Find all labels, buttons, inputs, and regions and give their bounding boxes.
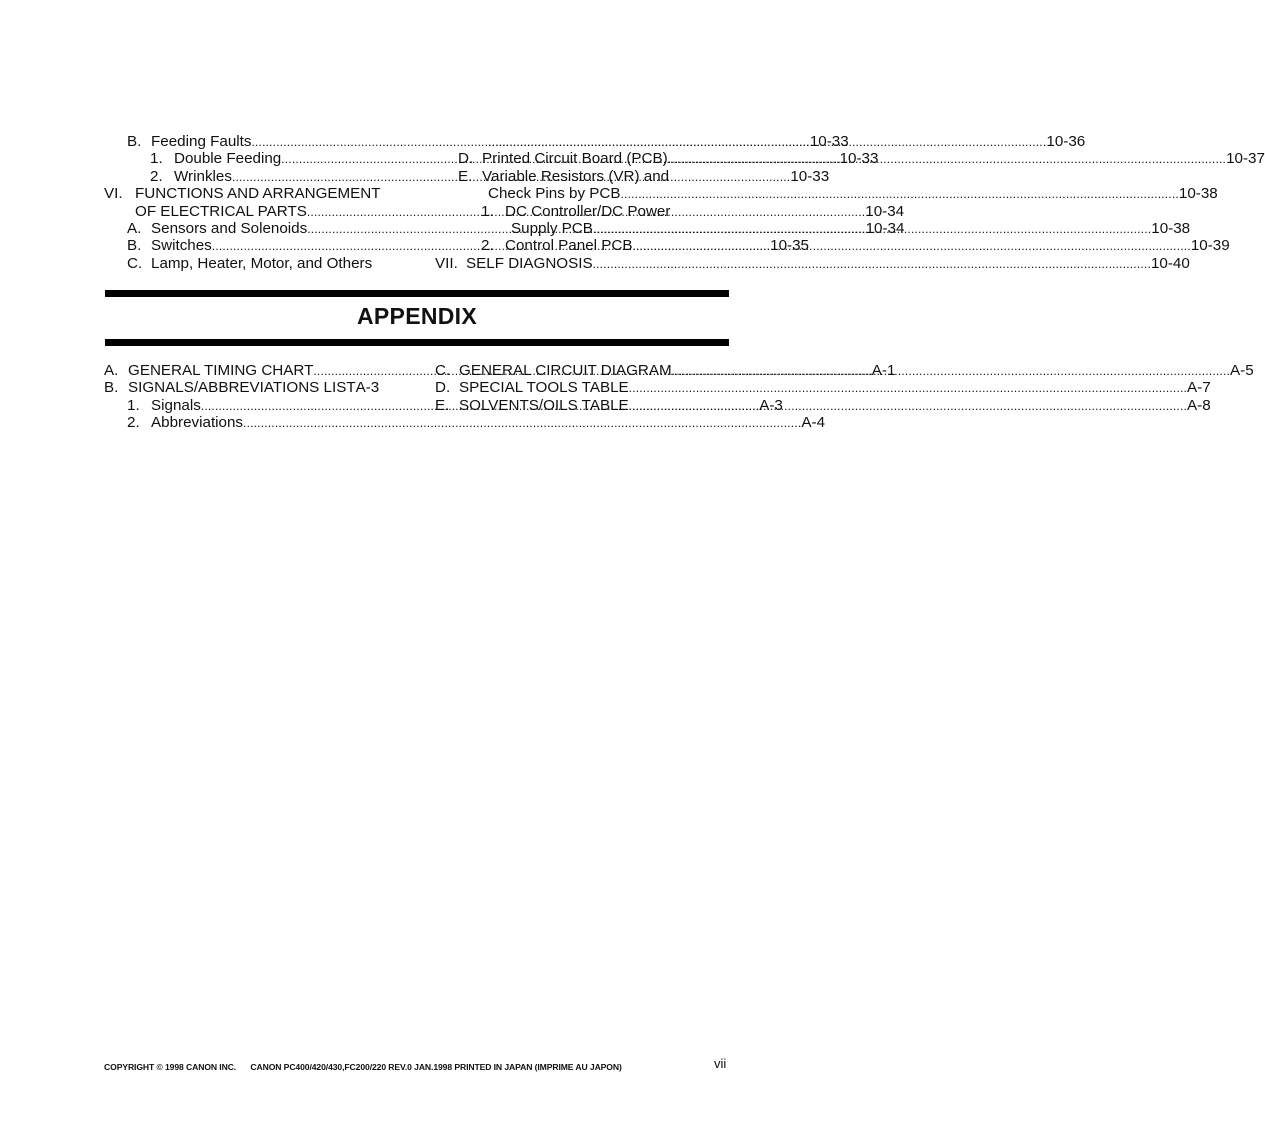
page-footer	[104, 1062, 622, 1072]
toc-entry-number: C.	[435, 362, 451, 379]
dot-leader	[629, 379, 1187, 396]
toc-entry-number: E.	[458, 167, 473, 185]
footer-copyright: COPYRIGHT © 1998 CANON INC.	[104, 1062, 237, 1072]
toc-entry-page: 10-39	[1190, 237, 1230, 255]
toc-entry-number: A.	[104, 362, 119, 379]
toc-entry-page: A-1	[871, 362, 896, 379]
toc-entry-title: Control Panel PCB	[505, 237, 633, 255]
toc-entry-number: 1.	[127, 396, 140, 414]
toc-entry-number: D.	[435, 379, 451, 397]
footer-document-info: CANON PC400/420/430,FC200/220 REV.0 JAN.1998 PRINTED IN JAPAN (IMPRIME AU JAPON)	[250, 1062, 622, 1072]
toc-entry-title: GENERAL CIRCUIT DIAGRAM	[459, 362, 672, 379]
toc-entry-title: Check Pins by PCB	[488, 185, 621, 203]
toc-entry-page: 10-33	[790, 167, 830, 185]
page-number: vii	[714, 1056, 727, 1071]
toc-entry[interactable]	[435, 203, 727, 220]
toc-entry-page: A-7	[1187, 379, 1211, 397]
heading-rule-bottom	[105, 339, 729, 346]
dot-leader	[629, 397, 1187, 414]
toc-entry[interactable]	[104, 255, 395, 272]
toc-entry-page: 10-38	[1178, 185, 1218, 203]
toc-entry-title: SOLVENTS/OILS TABLE	[459, 396, 629, 414]
toc-entry-page: 10-33	[809, 133, 849, 150]
toc-chapter-entry[interactable]	[104, 185, 395, 202]
toc-entry-title: Lamp, Heater, Motor, and Others	[151, 254, 373, 272]
toc-entry-title: Printed Circuit Board (PCB)	[482, 150, 668, 168]
toc-entry-continued[interactable]	[435, 185, 1218, 203]
toc-entry[interactable]	[104, 379, 395, 396]
dot-leader	[672, 362, 1230, 379]
toc-entry-number: E.	[435, 396, 450, 414]
toc-entry-number: 2.	[150, 167, 163, 185]
toc-entry[interactable]	[104, 414, 826, 432]
toc-entry-title: GENERAL TIMING CHART	[128, 362, 314, 379]
toc-entry-number: B.	[127, 237, 142, 255]
toc-entry-title: SIGNALS/ABBREVIATIONS LIST	[128, 379, 356, 397]
toc-entry-number: C.	[127, 254, 143, 272]
toc-entry-number: 1.	[481, 202, 494, 220]
toc-entry-number: D.	[458, 150, 474, 168]
dot-leader	[593, 255, 1151, 272]
toc-entry-page: 10-34	[865, 219, 905, 237]
toc-entry-page: 10-40	[1150, 254, 1190, 272]
toc-entry-title: Double Feeding	[174, 150, 282, 168]
toc-entry[interactable]	[435, 379, 1211, 397]
toc-entry-page: 10-35	[770, 237, 810, 255]
toc-entry-title: Feeding Faults	[151, 133, 252, 150]
toc-entry-title: SPECIAL TOOLS TABLE	[459, 379, 629, 397]
toc-entry[interactable]	[104, 133, 849, 150]
toc-entry-title: SELF DIAGNOSIS	[466, 254, 593, 272]
toc-entry-title: Signals	[151, 396, 201, 414]
toc-entry-title: Switches	[151, 237, 212, 255]
heading-rule-top	[105, 290, 729, 297]
toc-entry-number: B.	[104, 379, 119, 397]
toc-entry-title: Supply PCB	[511, 219, 593, 237]
dot-leader	[621, 185, 1179, 202]
dot-leader	[593, 220, 1151, 237]
toc-entry-page: 10-38	[1151, 219, 1191, 237]
toc-entry-title: OF ELECTRICAL PARTS	[135, 202, 307, 220]
toc-chapter-entry[interactable]	[435, 254, 1190, 272]
toc-entry-page: 10-36	[1046, 133, 1086, 150]
toc-entry-title: DC Controller/DC Power	[505, 202, 671, 220]
appendix-heading: APPENDIX	[357, 303, 477, 329]
toc-entry-page: A-8	[1187, 396, 1211, 414]
toc-entry-page: A-3	[355, 379, 380, 397]
dot-leader	[668, 150, 1226, 167]
toc-entry-number: B.	[127, 133, 142, 150]
toc-entry-page: 10-34	[865, 202, 905, 220]
dot-leader	[632, 237, 1190, 254]
toc-entry-number: A.	[127, 219, 142, 237]
toc-entry-page: 10-33	[839, 150, 879, 168]
toc-entry-number: VI.	[104, 185, 123, 203]
toc-entry-page: A-4	[801, 414, 826, 432]
toc-entry-page: A-3	[759, 396, 783, 414]
toc-entry-title: Sensors and Solenoids	[151, 219, 308, 237]
toc-entry-title: Wrinkles	[174, 167, 232, 185]
toc-entry-number: 2.	[481, 237, 494, 255]
toc-entry-title: Abbreviations	[151, 414, 244, 432]
toc-entry-title: Variable Resistors (VR) and	[482, 167, 670, 185]
toc-entry-page: A-5	[1230, 362, 1254, 379]
dot-leader	[243, 414, 801, 431]
toc-entry-page: 10-37	[1226, 150, 1265, 168]
dot-leader	[435, 133, 1046, 150]
toc-entry[interactable]	[435, 168, 727, 185]
toc-entry-number: VII.	[435, 254, 458, 272]
toc-entry-number: 2.	[127, 414, 140, 432]
toc-entry-title: FUNCTIONS AND ARRANGEMENT	[135, 185, 381, 203]
toc-entry-number: 1.	[150, 150, 163, 168]
